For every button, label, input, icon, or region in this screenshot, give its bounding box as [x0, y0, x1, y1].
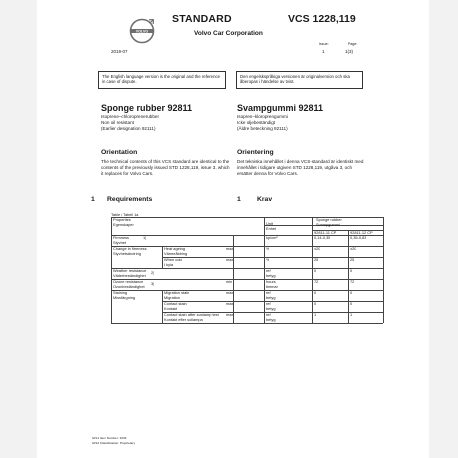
- value-92811-12: 0,35-0,83: [350, 236, 367, 240]
- title-swedish: Svampgummi 92811: [237, 103, 324, 113]
- property-name-sv: Missfärgning: [113, 295, 136, 300]
- document-page: [37, 0, 429, 458]
- unit-value: %: [266, 247, 270, 251]
- condition-name: Heat ageing: [164, 247, 185, 251]
- notice-swedish: Den engelskspråkiga versionen är originalversion och ska åberopas i händelse av tvist.: [236, 71, 363, 89]
- unit-value-sv: betyg: [266, 295, 276, 300]
- unit-value: kp/cm²: [266, 236, 278, 240]
- value-92811-11: 0,14-0,35: [314, 236, 331, 240]
- requirements-number-sv: 1: [237, 196, 241, 203]
- condition-name-sv: Kontakt efter sollampa: [164, 317, 203, 322]
- limit-qualifier: max: [226, 313, 234, 317]
- value-92811-11: 72: [314, 280, 319, 284]
- value-92811-12: 72: [350, 280, 355, 284]
- header-properties-en: Properties: [113, 218, 131, 222]
- notice-english: The English language version is the original and the reference in case of dispute.: [98, 71, 226, 89]
- unit-value-sv: betyg: [266, 317, 276, 322]
- value-92811-11: 1: [314, 313, 317, 317]
- title-english: Sponge rubber 92811: [101, 103, 193, 113]
- limit-qualifier: max: [226, 302, 234, 306]
- subtitle-en-2: Non oil resistant: [101, 120, 134, 125]
- unit-value: ref: [266, 313, 271, 317]
- value-92811-11: 0: [314, 291, 317, 295]
- header-properties-sv: Egenskaper: [113, 222, 134, 227]
- table-caption: Table / Tabell 1a: [111, 213, 139, 217]
- orientation-text-en: The technical contents of this VCS standard are identical to the contents of the previously issued STD 1228,119, issue 3, which it replaces for Volvo Cars.: [101, 159, 230, 176]
- condition-name: Migration stain: [164, 291, 190, 295]
- table-col-rule: [264, 217, 265, 323]
- condition-name-sv: Kontakt: [164, 306, 178, 311]
- table-bottom-rule: [111, 323, 383, 324]
- value-92811-11: ±20: [314, 247, 321, 251]
- property-name: Change in firmness: [113, 247, 147, 251]
- property-footnote: 3): [151, 282, 155, 286]
- requirements-number-en: 1: [91, 196, 95, 203]
- value-92811-12: 0: [350, 269, 353, 273]
- table-right-rule: [383, 217, 384, 323]
- condition-name: Contact stain: [164, 302, 187, 306]
- unit-value: %: [266, 258, 270, 262]
- issue-date: 2019-07: [111, 49, 128, 54]
- table-row-rule: [111, 268, 383, 269]
- header-unit-en: Unit: [266, 222, 273, 226]
- property-name-sv: Styvhet: [113, 240, 126, 245]
- subtitle-sv-2: Icke oljebeständigt: [237, 120, 276, 125]
- limit-qualifier: max: [226, 291, 234, 295]
- subtitle-sv-1: Isopren–kloroprengummi: [237, 114, 288, 119]
- value-92811-12: 1: [350, 313, 353, 317]
- doc-number: VCS 1228,119: [288, 13, 356, 25]
- orientation-heading-sv: Orientering: [237, 149, 274, 156]
- value-92811-11: 0: [314, 269, 317, 273]
- value-92811-11: 25: [314, 258, 319, 262]
- property-name: Ozone resistance: [113, 280, 144, 284]
- property-footnote: 2): [151, 271, 155, 275]
- unit-value-sv: timmar: [266, 284, 278, 289]
- value-92811-12: 0: [350, 302, 353, 306]
- header-unit-sv: Enhet: [266, 226, 277, 231]
- subtitle-en-3: (Earlier designation 92111): [101, 126, 156, 131]
- header-col-1: 92811-11 CP: [314, 230, 337, 235]
- table-col-rule: [162, 290, 163, 323]
- limit-qualifier: min: [226, 280, 233, 284]
- table-col-rule: [348, 230, 349, 323]
- value-92811-11: 0: [314, 302, 317, 306]
- footer-classification: GIS2 Classification: Proprietary: [92, 441, 135, 445]
- property-name: Staining: [113, 291, 128, 295]
- value-92811-12: 25: [350, 258, 355, 262]
- header-group-en: Sponge rubber: [316, 218, 342, 222]
- issue-value: 1: [322, 49, 325, 54]
- page-value: 1(3): [345, 49, 354, 54]
- requirements-heading-sv: Krav: [257, 196, 273, 203]
- property-name-sv: Väderbeständighet: [113, 273, 146, 278]
- property-name-sv: Ozonbeständighet: [113, 284, 145, 289]
- property-footnote: 1): [143, 236, 147, 240]
- condition-name-sv: Värmeåldring: [164, 251, 188, 256]
- property-name: Weather resistance: [113, 269, 147, 273]
- header-col-2: 92811-12 CP: [350, 230, 373, 235]
- value-92811-12: ±20: [350, 247, 357, 251]
- table-left-rule: [111, 217, 112, 323]
- table-row-rule: [111, 279, 383, 280]
- footer-item-number: GIS1 Item Number: 1633: [92, 436, 127, 440]
- page-label: Page:: [348, 42, 358, 46]
- condition-name-sv: Migration: [164, 295, 181, 300]
- svg-text:VOLVO: VOLVO: [135, 29, 149, 34]
- orientation-heading-en: Orientation: [101, 149, 138, 156]
- unit-value: ref: [266, 269, 271, 273]
- limit-qualifier: max: [226, 247, 234, 251]
- header-group-sv: Svampgummi: [316, 222, 340, 227]
- table-col-rule: [312, 217, 313, 323]
- table-col-rule: [162, 246, 163, 268]
- standard-label: STANDARD: [172, 13, 232, 25]
- orientation-text-sv: Det tekniska innehållet i denna VCS-standard är identiskt med innehållet i tidigare utgiven STD 1228,119, utgåva 3, och ersätter denna för Volvo Cars.: [237, 159, 364, 176]
- unit-value-sv: betyg: [266, 306, 276, 311]
- volvo-logo: [129, 18, 155, 46]
- table-row-rule: [111, 290, 383, 291]
- subtitle-en-1: Isoprene–chloroprenerubber: [101, 114, 159, 119]
- condition-name: When cold: [164, 258, 183, 262]
- requirements-heading-en: Requirements: [107, 196, 153, 203]
- company-name: Volvo Car Corporation: [194, 30, 263, 37]
- property-name: Firmness: [113, 236, 129, 240]
- unit-value: hours: [266, 280, 276, 284]
- property-name-sv: Styvhetsändring: [113, 251, 141, 256]
- condition-name-sv: I kyla: [164, 262, 174, 267]
- unit-value: ref: [266, 302, 271, 306]
- unit-value-sv: betyg: [266, 273, 276, 278]
- limit-qualifier: max: [226, 258, 234, 262]
- table-row-rule: [111, 246, 383, 247]
- subtitle-sv-3: (Äldre beteckning 92111): [237, 126, 288, 131]
- unit-value: ref: [266, 291, 271, 295]
- issue-label: Issue:: [319, 42, 329, 46]
- table-header-rule: [111, 235, 383, 236]
- table-top-rule: [111, 217, 383, 218]
- condition-name: Contact stain after sunlamp test: [164, 313, 219, 317]
- value-92811-12: 0: [350, 291, 353, 295]
